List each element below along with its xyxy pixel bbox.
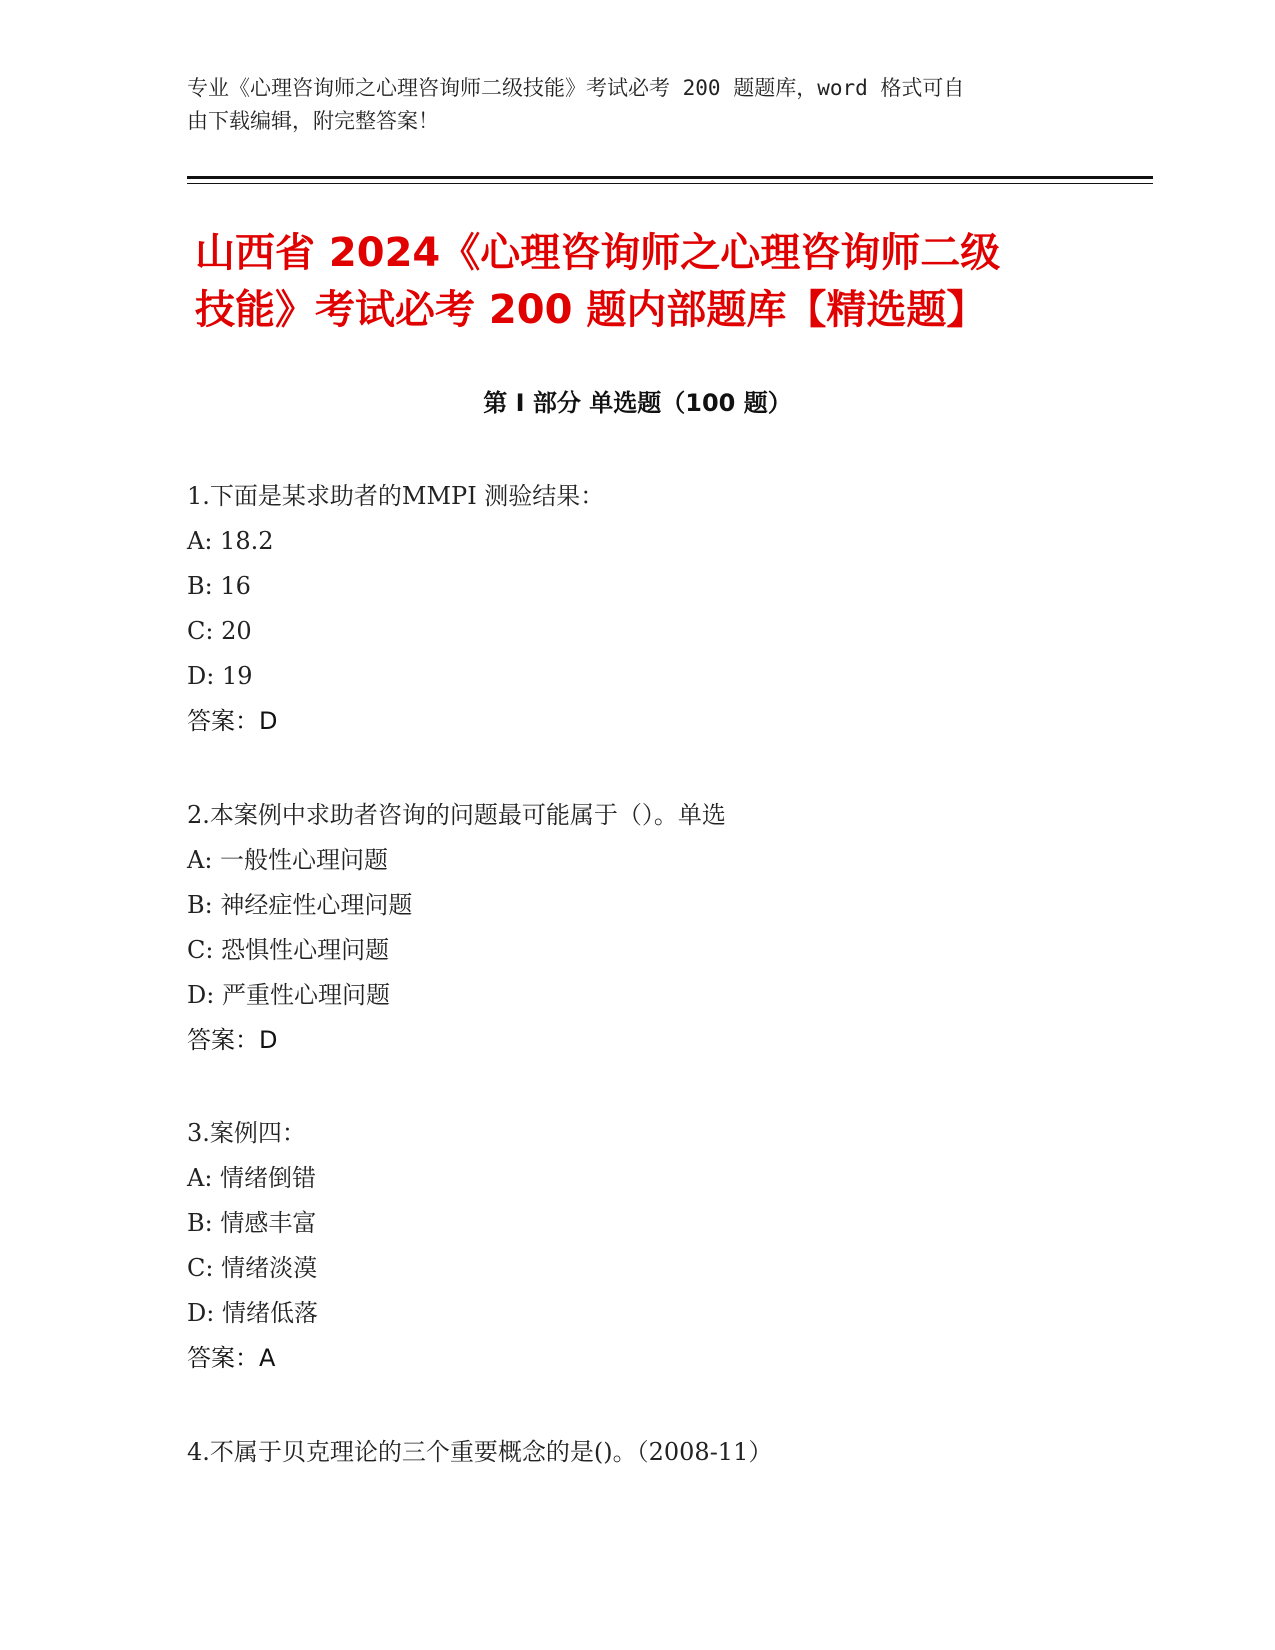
option-b: B: 16 [187,572,251,600]
header-divider-thick [187,176,1153,179]
question-2 [187,793,1087,1063]
header-note [187,72,1067,138]
header-note-line-2: 由下载编辑，附完整答案！ [187,109,439,133]
header-note-line-1: 专业《心理咨询师之心理咨询师二级技能》考试必考 200 题题库，word 格式可自 [187,76,965,100]
option-d: D: 19 [187,662,253,690]
question-stem: 4.不属于贝克理论的三个重要概念的是()。（2008-11） [187,1438,773,1466]
answer-line: 答案：D [187,1026,278,1054]
option-b: B: 神经症性心理问题 [187,891,413,919]
option-c: C: 恐惧性心理问题 [187,936,390,964]
answer-line: 答案：A [187,1344,276,1372]
option-d: D: 严重性心理问题 [187,981,390,1009]
option-c: C: 20 [187,617,252,645]
document-title-line-2: 技能》考试必考 200 题内部题库【精选题】 [195,287,987,333]
document-title-line-1: 山西省 2024《心理咨询师之心理咨询师二级 [195,230,1001,276]
question-stem: 3.案例四： [187,1119,306,1147]
header-divider-thin [187,183,1153,184]
option-c: C: 情绪淡漠 [187,1254,318,1282]
question-stem: 2.本案例中求助者咨询的问题最可能属于（）。单选 [187,801,726,829]
question-3 [187,1111,1087,1381]
question-4 [187,1430,1087,1475]
option-a: A: 18.2 [187,527,274,555]
document-title [195,225,1095,339]
question-stem: 1.下面是某求助者的MMPI 测验结果： [187,482,605,510]
section-heading: 第 I 部分 单选题（100 题） [483,389,792,417]
question-1 [187,474,1087,744]
answer-line: 答案：D [187,707,278,735]
option-d: D: 情绪低落 [187,1299,318,1327]
option-a: A: 一般性心理问题 [187,846,389,874]
option-a: A: 情绪倒错 [187,1164,317,1192]
option-b: B: 情感丰富 [187,1209,317,1237]
